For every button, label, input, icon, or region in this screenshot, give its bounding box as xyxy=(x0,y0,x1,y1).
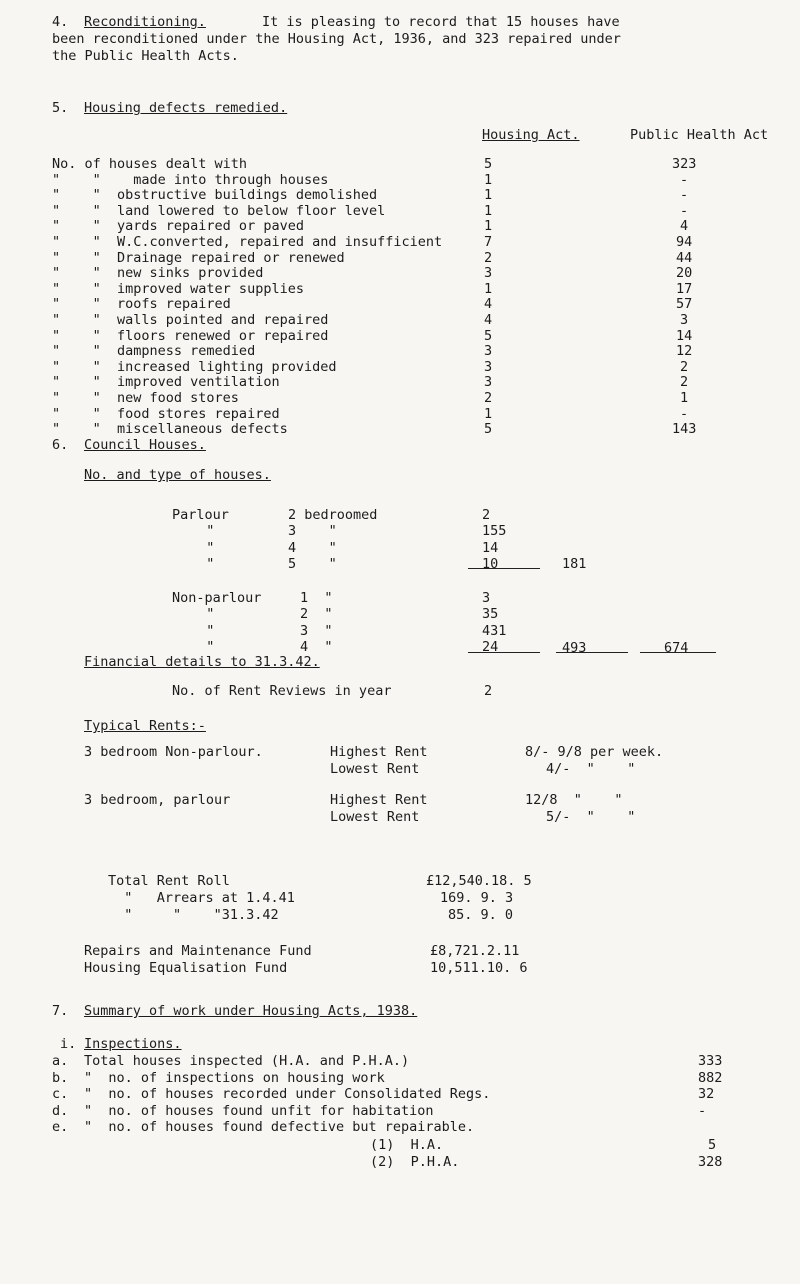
non-parlour-count: 24 xyxy=(482,638,499,655)
defect-row-label: " " yards repaired or paved xyxy=(52,218,304,235)
defect-row-public-health: 4 xyxy=(680,218,689,235)
defect-row-public-health: 143 xyxy=(672,421,697,438)
parlour-total: 181 xyxy=(562,556,587,572)
inspection-label: " no. of inspections on housing work xyxy=(84,1069,385,1086)
defect-row-label: " " obstructive buildings demolished xyxy=(52,187,378,204)
parlour-bedrooms: 2 bedroomed xyxy=(288,507,378,523)
inspection-label: " no. of houses found defective but repairable. xyxy=(84,1119,475,1135)
inspection-value: 32 xyxy=(698,1086,715,1102)
defect-row-label: " " new sinks provided xyxy=(52,265,264,282)
parlour-type: Parlour xyxy=(172,507,229,523)
rent-roll-value: £12,540.18. 5 xyxy=(426,873,532,889)
defect-row-housing-act: 1 xyxy=(484,171,493,188)
parlour-count: 2 xyxy=(482,507,491,523)
defect-row-label: " " new food stores xyxy=(52,390,239,406)
non-parlour-bedrooms: 3 " xyxy=(300,622,333,639)
non-parlour-bedrooms: 4 " xyxy=(300,638,333,655)
inspections-numeral: i. xyxy=(60,1036,77,1052)
parlour-type: " xyxy=(190,555,215,572)
inspection-value: 882 xyxy=(698,1069,723,1086)
inspection-value: 333 xyxy=(698,1053,723,1069)
rent-house-type: 3 bedroom, parlour xyxy=(84,792,231,808)
col-housing-act: Housing Act. xyxy=(482,127,580,143)
defect-row-public-health: 3 xyxy=(680,312,689,328)
highest-rent-value: 8/- 9/8 per week. xyxy=(525,744,664,760)
defect-row-label: " " miscellaneous defects xyxy=(52,421,288,438)
defect-row-label: No. of houses dealt with xyxy=(52,156,248,172)
inspection-letter: e. xyxy=(52,1119,69,1135)
defect-row-public-health: 12 xyxy=(676,343,693,360)
non-parlour-type: Non-parlour xyxy=(172,590,262,606)
defect-row-public-health: 2 xyxy=(680,374,689,391)
houses-grand-total: 674 xyxy=(664,640,689,656)
section7-number: 7. xyxy=(52,1003,69,1019)
parlour-count: 10 xyxy=(482,555,499,572)
inspections-heading: Inspections. xyxy=(84,1036,182,1052)
lowest-rent-value: 4/- " " xyxy=(546,761,636,777)
defect-row-label: " " improved ventilation xyxy=(52,374,280,391)
defect-row-public-health: 20 xyxy=(676,265,693,282)
defective-subcategory-value: 328 xyxy=(698,1153,723,1170)
non-parlour-total: 493 xyxy=(562,640,587,656)
section6-heading: Council Houses. xyxy=(84,437,206,453)
defect-row-public-health: 44 xyxy=(676,249,693,266)
highest-rent-value: 12/8 " " xyxy=(525,792,623,808)
defect-row-housing-act: 5 xyxy=(484,421,493,438)
house-type-heading: No. and type of houses. xyxy=(84,467,271,483)
equalisation-fund-label: Housing Equalisation Fund xyxy=(84,960,288,976)
defect-row-public-health: 14 xyxy=(676,327,693,344)
parlour-type: " xyxy=(190,539,215,556)
defect-row-label: " " food stores repaired xyxy=(52,405,280,422)
defect-row-label: " " increased lighting provided xyxy=(52,358,337,375)
defect-row-label: " " W.C.converted, repaired and insufficient xyxy=(52,234,443,250)
col-public-health-act: Public Health Act xyxy=(630,127,769,143)
defect-row-label: " " roofs repaired xyxy=(52,296,231,313)
inspection-letter: d. xyxy=(52,1102,69,1119)
defect-row-label: " " made into through houses xyxy=(52,171,329,188)
defect-row-housing-act: 1 xyxy=(484,405,493,422)
defect-row-public-health: 1 xyxy=(680,390,689,406)
defect-row-housing-act: 3 xyxy=(484,265,493,282)
defect-row-label: " " floors renewed or repaired xyxy=(52,327,329,344)
lowest-rent-label: Lowest Rent xyxy=(330,809,420,825)
inspection-letter: a. xyxy=(52,1053,69,1069)
parlour-count: 155 xyxy=(482,523,507,540)
defect-row-housing-act: 3 xyxy=(484,343,493,360)
defect-row-housing-act: 3 xyxy=(484,374,493,391)
defect-row-housing-act: 2 xyxy=(484,390,493,406)
defect-row-label: " " Drainage repaired or renewed xyxy=(52,249,345,266)
section4-text-line2: been reconditioned under the Housing Act, 1936, and 323 repaired under xyxy=(52,31,621,47)
non-parlour-count: 431 xyxy=(482,622,507,639)
defect-row-housing-act: 1 xyxy=(484,218,493,235)
non-parlour-bedrooms: 2 " xyxy=(300,606,333,623)
lowest-rent-label: Lowest Rent xyxy=(330,761,420,777)
highest-rent-label: Highest Rent xyxy=(330,792,428,808)
defect-row-housing-act: 1 xyxy=(484,280,493,297)
defective-subcategory-label: (1) H.A. xyxy=(370,1137,444,1153)
section7-heading: Summary of work under Housing Acts, 1938. xyxy=(84,1003,418,1019)
inspection-letter: c. xyxy=(52,1086,69,1102)
defect-row-public-health: - xyxy=(680,405,689,422)
inspection-label: " no. of houses recorded under Consolidated Regs. xyxy=(84,1086,491,1102)
defective-subcategory-value: 5 xyxy=(708,1137,717,1153)
repairs-fund-label: Repairs and Maintenance Fund xyxy=(84,943,312,959)
defect-row-housing-act: 7 xyxy=(484,234,493,250)
highest-rent-label: Highest Rent xyxy=(330,744,428,760)
defect-row-housing-act: 2 xyxy=(484,249,493,266)
parlour-bedrooms: 3 " xyxy=(288,523,337,540)
inspection-label: Total houses inspected (H.A. and P.H.A.) xyxy=(84,1053,410,1069)
defect-row-housing-act: 5 xyxy=(484,156,493,172)
defect-row-public-health: - xyxy=(680,187,689,204)
defect-row-public-health: - xyxy=(680,171,689,188)
defect-row-public-health: 17 xyxy=(676,280,693,297)
rent-house-type: 3 bedroom Non-parlour. xyxy=(84,744,263,760)
rent-roll-label: Total Rent Roll xyxy=(108,873,230,889)
section5-heading: Housing defects remedied. xyxy=(84,100,288,116)
non-parlour-type: " xyxy=(190,606,215,623)
inspection-letter: b. xyxy=(52,1069,69,1086)
section6-number: 6. xyxy=(52,437,69,453)
non-parlour-type: " xyxy=(190,622,215,639)
financial-heading: Financial details to 31.3.42. xyxy=(84,654,320,670)
repairs-fund-value: £8,721.2.11 xyxy=(430,943,520,959)
defective-subcategory-label: (2) P.H.A. xyxy=(370,1153,460,1170)
inspection-label: " no. of houses found unfit for habitation xyxy=(84,1102,434,1119)
rent-reviews-value: 2 xyxy=(484,683,493,699)
defect-row-public-health: 323 xyxy=(672,156,697,172)
typical-rents-heading: Typical Rents:- xyxy=(84,718,206,734)
non-parlour-count: 35 xyxy=(482,606,499,623)
section4-text-line1: It is pleasing to record that 15 houses have xyxy=(262,14,620,30)
defect-row-public-health: 57 xyxy=(676,296,693,313)
inspection-value: - xyxy=(698,1102,707,1119)
section4-heading: Reconditioning. xyxy=(84,14,206,30)
non-parlour-type: " xyxy=(190,638,215,655)
non-parlour-bedrooms: 1 " xyxy=(300,590,333,606)
parlour-type: " xyxy=(190,523,215,540)
arrears-2-label: " " "31.3.42 xyxy=(108,907,279,923)
defect-row-housing-act: 3 xyxy=(484,358,493,375)
defect-row-public-health: - xyxy=(680,202,689,219)
parlour-bedrooms: 4 " xyxy=(288,539,337,556)
defect-row-housing-act: 5 xyxy=(484,327,493,344)
section4-number: 4. xyxy=(52,14,69,30)
parlour-count: 14 xyxy=(482,539,499,556)
defect-row-housing-act: 1 xyxy=(484,202,493,219)
arrears-1-label: " Arrears at 1.4.41 xyxy=(108,890,295,906)
parlour-bedrooms: 5 " xyxy=(288,555,337,572)
defect-row-public-health: 94 xyxy=(676,234,693,250)
rent-reviews-label: No. of Rent Reviews in year xyxy=(172,683,392,699)
section4-text-line3: the Public Health Acts. xyxy=(52,48,239,64)
equalisation-fund-value: 10,511.10. 6 xyxy=(430,960,528,976)
non-parlour-count: 3 xyxy=(482,590,491,606)
defect-row-housing-act: 4 xyxy=(484,296,493,313)
arrears-1-value: 169. 9. 3 xyxy=(440,890,514,906)
defect-row-label: " " improved water supplies xyxy=(52,280,304,297)
defect-row-label: " " land lowered to below floor level xyxy=(52,202,386,219)
defect-row-label: " " dampness remedied xyxy=(52,343,256,360)
defect-row-label: " " walls pointed and repaired xyxy=(52,312,329,328)
defect-row-housing-act: 1 xyxy=(484,187,493,204)
defect-row-housing-act: 4 xyxy=(484,312,493,328)
section5-number: 5. xyxy=(52,100,69,116)
defect-row-public-health: 2 xyxy=(680,358,689,375)
arrears-2-value: 85. 9. 0 xyxy=(448,907,514,923)
lowest-rent-value: 5/- " " xyxy=(546,809,636,825)
